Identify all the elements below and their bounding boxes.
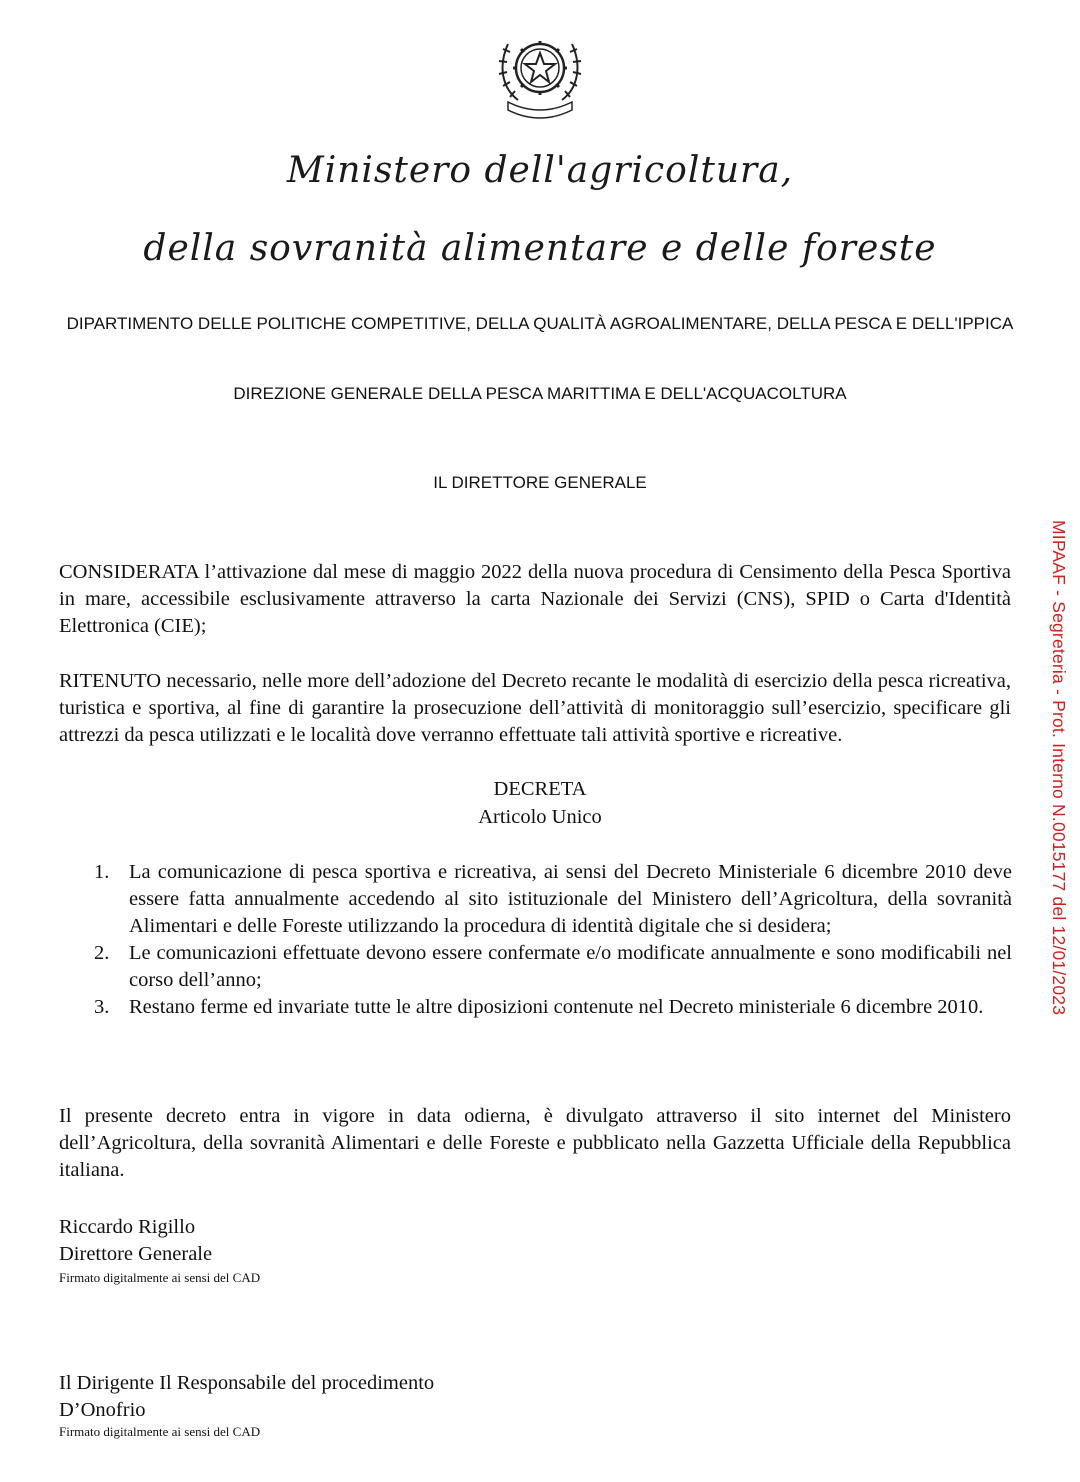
list-item xyxy=(92,940,1012,994)
considerata-paragraph: CONSIDERATA l’attivazione dal mese di maggio 2022 della nuova procedura di Censimento della Pesca Sportiva in mare, accessibile esclusivamente attraverso la carta Nazionale dei Servizi (CNS), SPID o Carta d'Identità Elettronica (CIE); xyxy=(59,561,1011,637)
list-item-text: Restano ferme ed invariate tutte le altre diposizioni contenute nel Decreto ministeriale 6 dicembre 2010. xyxy=(129,996,984,1018)
list-item-text: Le comunicazioni effettuate devono essere confermate e/o modificate annualmente e sono modificabili nel corso dell’anno; xyxy=(129,942,1012,991)
list-item xyxy=(92,859,1012,940)
ministry-name-line-2: della sovranità alimentare e delle foreste xyxy=(143,228,937,269)
dirigente-name: D’Onofrio xyxy=(59,1399,146,1421)
ritenuto-paragraph: RITENUTO necessario, nelle more dell’adozione del Decreto recante le modalità di esercizio della pesca ricreativa, turistica e sportiva, al fine di garantire la prosecuzione dell’attività di monitoraggio sull’esercizio, specificare gli attrezzi da pesca utilizzati e le località dove verranno effettuate tali attività sportive e ricreative. xyxy=(59,670,1011,746)
list-item xyxy=(92,994,1012,1021)
decreta-heading: DECRETA xyxy=(493,778,587,800)
list-item-number: 3. xyxy=(94,996,110,1018)
dirigente-title: Il Dirigente Il Responsabile del procedimento xyxy=(59,1372,435,1394)
directorate-heading: DIREZIONE GENERALE DELLA PESCA MARITTIMA E DELL'ACQUACOLTURA xyxy=(233,384,847,403)
protocol-stamp-text: MIPAAF - Segreteria - Prot. Interno N.0015177 del 12/01/2023 xyxy=(1049,520,1069,1016)
signer-name: Riccardo Rigillo xyxy=(59,1216,196,1238)
italian-republic-emblem-icon xyxy=(488,22,592,122)
list-item-number: 2. xyxy=(94,942,110,964)
list-item-text: La comunicazione di pesca sportiva e ricreativa, ai sensi del Decreto Ministeriale 6 dicembre 2010 deve essere fatta annualmente accedendo al sito istituzionale del Ministero dell’Agricoltura, della sovranità Alimentari e delle Foreste utilizzando la procedura di identità digitale che si desidera; xyxy=(129,861,1012,937)
signer-role: Direttore Generale xyxy=(59,1243,213,1265)
digital-signature-note: Firmato digitalmente ai sensi del CAD xyxy=(59,1270,261,1285)
closing-paragraph: Il presente decreto entra in vigore in data odierna, è divulgato attraverso il sito internet del Ministero dell’Agricoltura, della sovranità Alimentari e delle Foreste e pubblicato nella Gazzetta Ufficiale della Repubblica italiana. xyxy=(59,1105,1011,1181)
articolo-heading: Articolo Unico xyxy=(478,806,602,828)
director-title: IL DIRETTORE GENERALE xyxy=(433,473,647,492)
digital-signature-note: Firmato digitalmente ai sensi del CAD xyxy=(59,1424,261,1439)
protocol-stamp xyxy=(1047,520,1067,1075)
department-heading: DIPARTIMENTO DELLE POLITICHE COMPETITIVE, DELLA QUALITÀ AGROALIMENTARE, DELLA PESCA E DELL'IPPICA xyxy=(66,314,1014,333)
articles-list xyxy=(92,859,1012,1021)
list-item-number: 1. xyxy=(94,861,110,883)
ministry-name-line-1: Ministero dell'agricoltura, xyxy=(286,150,794,191)
